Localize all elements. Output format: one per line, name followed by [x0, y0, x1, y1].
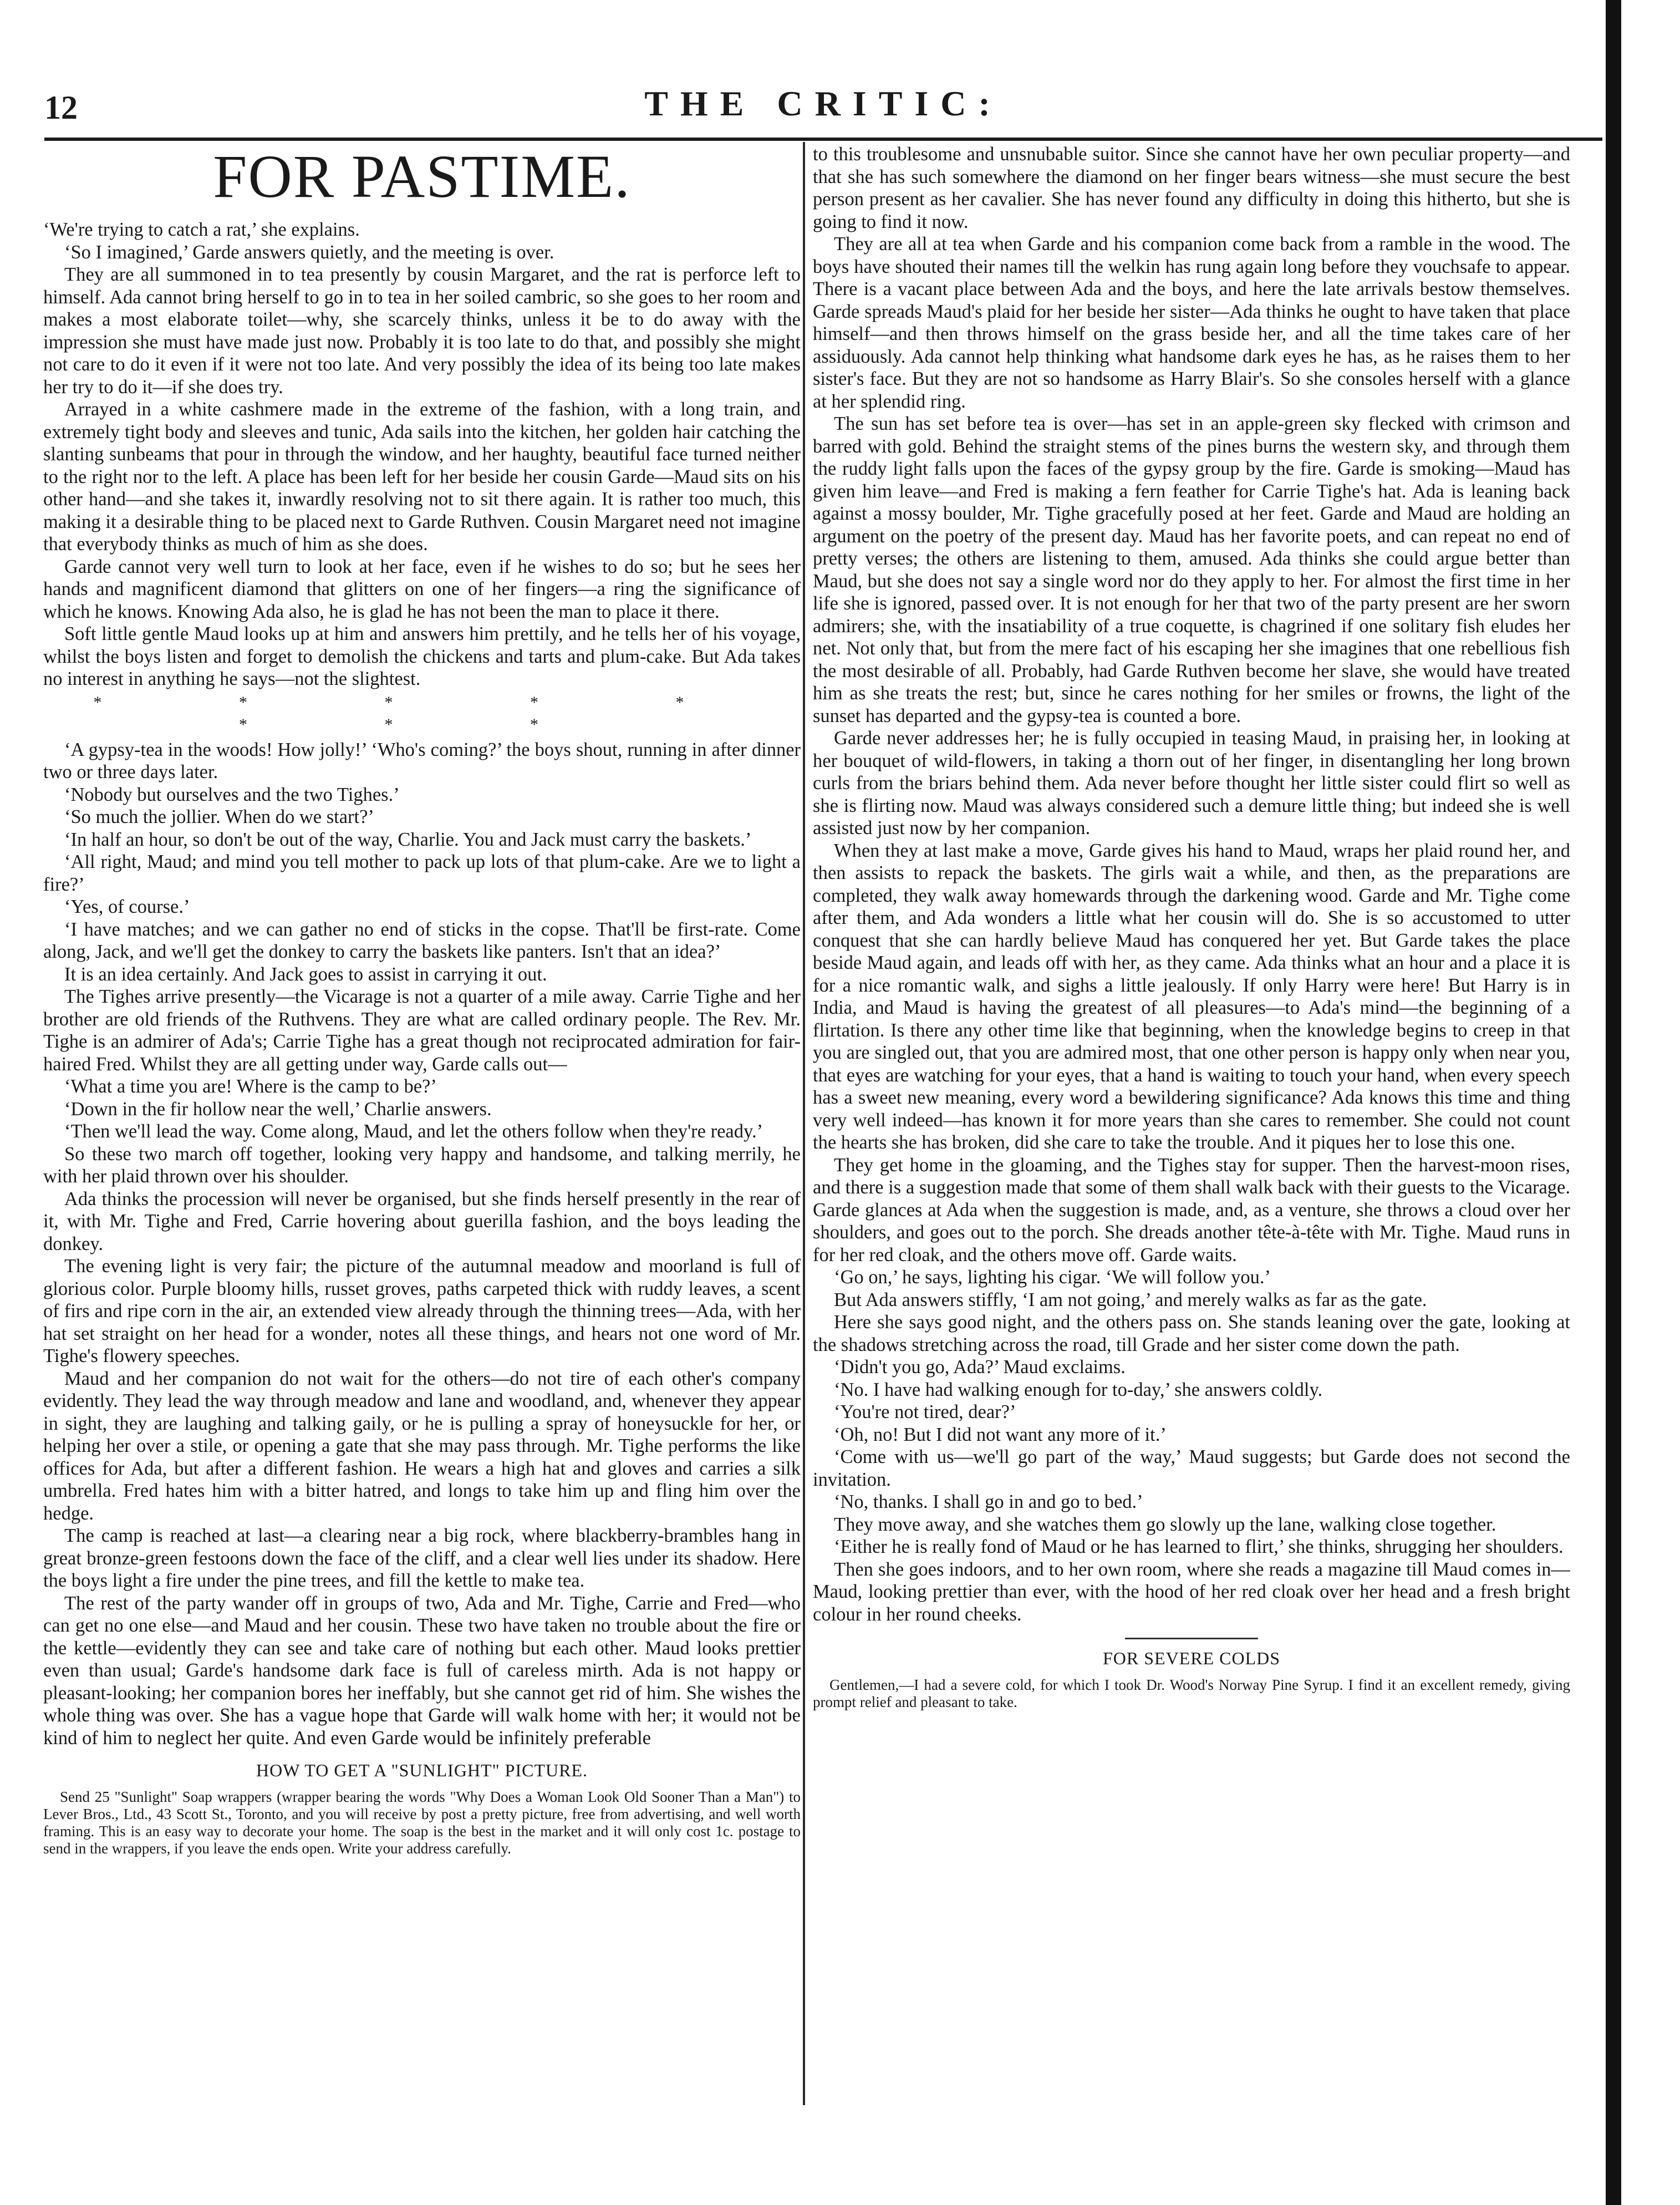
story-paragraph: But Ada answers stiffly, ‘I am not going,’ and merely walks as far as the gate. — [834, 1289, 1427, 1310]
column-rule — [803, 142, 805, 2105]
story-paragraph: Arrayed in a white cashmere made in the extreme of the fashion, with a long train, and extremely tight body and sleeves and tunic, Ada sails into the kitchen, her golden hair catching the slanting sunbeams that pour in through the window, and her haughty, beautiful face turned neither to the right nor to the left. A place has been left for her beside her cousin Garde—Maud sits on his other hand—and she takes it, inwardly resolving not to sit there again. It is rather too much, this making it a desirable thing to be placed next to Garde Ruthven. Cousin Margaret need not imagine that everybody thinks as much of him as she does. — [43, 399, 801, 555]
page-number: 12 — [44, 89, 78, 126]
story-paragraph: The Tighes arrive presently—the Vicarage is not a quarter of a mile away. Carrie Tighe and her brother are old friends of the Ruthvens. They are what are called ordinary people. The Rev. Mr. Tighe is an admirer of Ada's; Carrie Tighe has a great though not reciprocated admiration for fair-haired Fred. Whilst they are all getting under way, Garde calls out— — [43, 986, 801, 1075]
story-paragraph: Garde cannot very well turn to look at her face, even if he wishes to do so; but he sees her hands and magnificent diamond that glitters on one of her fingers—a ring the significance of which he knows. Knowing Ada also, he is glad he has not been the man to place it there. — [43, 556, 801, 622]
story-paragraph: ‘I have matches; and we can gather no end of sticks in the copse. That'll be first-rate. Come along, Jack, and we'll get the donkey to carry the baskets like panters. Isn't that an idea?’ — [43, 918, 801, 962]
story-paragraph: So these two march off together, looking very happy and handsome, and talking merrily, he with her plaid thrown over his shoulder. — [43, 1143, 801, 1187]
story-paragraph: Here she says good night, and the others pass on. She stands leaning over the gate, looking at the shadows stretching across the road, till Grade and her sister come down the path. — [813, 1312, 1570, 1355]
story-paragraph: ‘Down in the fir hollow near the well,’ Charlie answers. — [64, 1098, 492, 1120]
story-paragraph: They are all at tea when Garde and his companion come back from a ramble in the wood. The boys have shouted their names till the welkin has rung again long before they vouchsafe to appear. There is a vacant place between Ada and the boys, and here the late arrivals bestow themselves. Garde spreads Maud's plaid for her beside her sister—Ada thinks he ought to have taken that place himself—and then throws himself on the grass beside her, and all the time takes care of her assiduously. Ada cannot help thinking what handsome dark eyes he has, as he raises them to her sister's face. But they are not so handsome as Harry Blair's. So she consoles herself with a glance at her splendid ring. — [813, 233, 1570, 412]
story-paragraph: They move away, and she watches them go slowly up the lane, walking close together. — [834, 1513, 1496, 1535]
story-paragraph: ‘You're not tired, dear?’ — [834, 1401, 1016, 1422]
story-paragraph: ‘So much the jollier. When do we start?’ — [64, 806, 374, 827]
sunlight-ad-title: HOW TO GET A "SUNLIGHT" PICTURE. — [256, 1760, 588, 1780]
story-paragraph: The evening light is very fair; the picture of the autumnal meadow and moorland is full of glorious color. Purple bloomy hills, russet groves, paths carpeted thick with ruddy leaves, a scent of firs and ripe corn in the air, an extended view already through the thinning trees—Ada, with her hat set straight on her head for a wonder, notes all these things, and hears not one word of Mr. Tighe's flowery speeches. — [43, 1256, 801, 1366]
story-paragraph: to this troublesome and unsnubable suitor. Since she cannot have her own peculiar property—and that she has such somewhere the diamond on her finger bears witness—she must secure the best person present as her cavalier. She has never found any difficulty in doing this hitherto, but she is going to find it now. — [813, 144, 1570, 232]
story-paragraph: ‘No, thanks. I shall go in and go to bed.’ — [834, 1491, 1143, 1512]
story-paragraph: ‘What a time you are! Where is the camp to be?’ — [64, 1076, 437, 1097]
ad-divider — [1125, 1638, 1258, 1639]
story-paragraph: ‘In half an hour, so don't be out of the way, Charlie. You and Jack must carry the baskets.’ — [64, 829, 752, 850]
story-paragraph: ‘Nobody but ourselves and the two Tighes.’ — [64, 784, 400, 805]
scan-edge-bar — [1606, 0, 1621, 2205]
story-paragraph: Then she goes indoors, and to her own room, where she reads a magazine till Maud comes in—Maud, looking prettier than ever, with the hood of her red cloak over her head and a fresh bright colour in her round cheeks. — [813, 1558, 1570, 1625]
page-header — [44, 83, 1602, 133]
story-paragraph: ‘Didn't you go, Ada?’ Maud exclaims. — [834, 1356, 1126, 1378]
right-column — [813, 143, 1570, 2106]
story-paragraph: ‘We're trying to catch a rat,’ she explains. — [43, 219, 360, 240]
story-paragraph: ‘A gypsy-tea in the woods! How jolly!’ ‘Who's coming?’ the boys shout, running in after dinner two or three days later. — [43, 739, 801, 783]
story-paragraph: The sun has set before tea is over—has set in an apple-green sky flecked with crimson and barred with gold. Behind the straight stems of the pines burns the western sky, and through them the ruddy light falls upon the faces of the gypsy group by the fire. Garde is smoking—Maud has given him leave—and Fred is making a fern feather for Carrie Tighe's hat. Ada is leaning back against a mossy boulder, Mr. Tighe gracefully posed at her feet. Garde and Maud are holding an argument on the poetry of the present day. Maud has her favorite poets, and can repeat no end of pretty verses; the others are listening to them, amused. Ada thinks she could argue better than Maud, but she does not say a single word nor do they apply to her. For almost the first time in her life she is ignored, passed over. It is not enough for her that two of the party present are her sworn admirers; she, with the insatiability of a true coquette, is chagrined if one solitary fish eludes her net. Not only that, but from the mere fact of his escaping her she imagines that one rebellious fish the most desirable of all. Probably, had Garde Ruthven become her slave, she would have treated him as she treats the rest; but, since he cares nothing for her smiles or frowns, the light of the sunset has departed and the gypsy-tea is counted a bore. — [813, 413, 1570, 726]
story-paragraph: ‘Either he is really fond of Maud or he has learned to flirt,’ she thinks, shrugging her shoulders. — [834, 1536, 1564, 1557]
story-paragraph: ‘All right, Maud; and mind you tell mother to pack up lots of that plum-cake. Are we to light a fire?’ — [43, 851, 801, 895]
header-rule — [44, 138, 1602, 141]
story-paragraph: Garde never addresses her; he is fully occupied in teasing Maud, in praising her, in looking at her bouquet of wild-flowers, in taking a thorn out of her finger, in disentangling her long brown curls from the briars behind them. Ada never before thought her little sister could flirt so well as she is flirting now. Maud was always considered such a demure little thing; but indeed she is well assisted just now by her companion. — [813, 728, 1570, 839]
colds-ad-title: FOR SEVERE COLDS — [1102, 1648, 1281, 1668]
story-paragraph: The camp is reached at last—a clearing near a big rock, where blackberry-brambles hang in great bronze-green festoons down the face of the cliff, and a clear well lies under its shadow. Here the boys light a fire under the pine trees, and fill the kettle to make tea. — [43, 1525, 801, 1591]
story-paragraph: ‘So I imagined,’ Garde answers quietly, and the meeting is over. — [64, 241, 554, 263]
section-break: * * * * * * * * — [93, 693, 751, 734]
story-paragraph: ‘Oh, no! But I did not want any more of it.’ — [834, 1424, 1167, 1445]
story-paragraph: Maud and her companion do not wait for the others—do not tire of each other's company evidently. They lead the way through meadow and lane and woodland, and, whenever they appear in sight, they are laughing and talking gaily, or he is pulling a spray of honeysuckle for her, or helping her over a stile, or opening a gate that she may pass through. Mr. Tighe performs the like offices for Ada, but after a different fashion. He wears a high hat and gloves and carries a silk umbrella. Fred hates him with a bitter hatred, and longs to take him up and fling him over the hedge. — [43, 1368, 801, 1524]
colds-ad — [813, 1676, 1570, 1711]
story-title: FOR PASTIME. — [213, 143, 631, 210]
story-paragraph: They are all summoned in to tea presently by cousin Margaret, and the rat is perforce left to himself. Ada cannot bring herself to go in to tea in her soiled cambric, so she goes to her room and makes a most elaborate toilet—why, she scarcely thinks, unless it be to do away with the impression she must have made just now. Probably it is too late to do that, and possibly she might not care to do it even if it were not too late. And very possibly the idea of its being too late makes her try to do it—if she does try. — [43, 264, 801, 398]
sunlight-ad — [43, 1789, 801, 1857]
story-paragraph: They get home in the gloaming, and the Tighes stay for supper. Then the harvest-moon rises, and there is a suggestion made that some of them shall walk back with their guests to the Vicarage. Garde glances at Ada when the suggestion is made, and, as a venture, she throws a cloud over her shoulders, and goes out to the porch. She dreads another tête-à-tête with Mr. Tighe. Maud runs in for her red cloak, and the others move off. Garde waits. — [813, 1154, 1570, 1266]
sunlight-ad-body: Send 25 "Sunlight" Soap wrappers (wrapper bearing the words "Why Does a Woman Look Old Sooner Than a Man") to Lever Bros., Ltd., 43 Scott St., Toronto, and you will receive by post a pretty picture, free from advertising, and well worth framing. This is an easy way to decorate your home. The soap is the best in the market and it will only cost 1c. postage to send in the wrappers, if you leave the ends open. Write your address carefully. — [43, 1788, 801, 1857]
story-paragraph: ‘No. I have had walking enough for to-day,’ she answers coldly. — [834, 1379, 1323, 1400]
story-paragraph: The rest of the party wander off in groups of two, Ada and Mr. Tighe, Carrie and Fred—who can get no one else—and Maud and her cousin. These two have taken no trouble about the fire or the kettle—evidently they can see and take care of nothing but each other. Maud looks prettier even than usual; Garde's handsome dark face is full of careless mirth. Ada is not happy or pleasant-looking; her companion bores her ineffably, but she cannot get rid of him. She wishes the whole thing was over. She has a vague hope that Garde will walk home with her; it would not be kind of him to neglect her quite. And even Garde would be infinitely preferable — [43, 1592, 801, 1749]
masthead: THE CRITIC: — [644, 84, 1002, 123]
colds-ad-body: Gentlemen,—I had a severe cold, for which I took Dr. Wood's Norway Pine Syrup. I find it an excellent remedy, giving prompt relief and pleasant to take. — [813, 1676, 1570, 1710]
story-paragraph: Soft little gentle Maud looks up at him and answers him prettily, and he tells her of his voyage, whilst the boys listen and forget to demolish the chickens and tarts and plum-cake. But Ada takes no interest in anything he says—not the slightest. — [43, 623, 801, 689]
story-paragraph: When they at last make a move, Garde gives his hand to Maud, wraps her plaid round her, and then assists to repack the baskets. The girls wait a while, and then, as the preparations are completed, they walk away homewards through the darkening wood. Garde and Mr. Tighe come after them, and Ada wonders a little what her cousin will do. She is so accustomed to utter conquest that she can hardly believe Maud has conquered her yet. But Garde takes the place beside Maud again, and leads off with her, as they came. Ada thinks what an hour and a place it is for a nice romantic walk, and sighs a little jealously. If only Harry were here! But Harry is in India, and Maud is having the greatest of all pleasures—to Ada's mind—the beginning of a flirtation. Is there any other time like that beginning, when the knowledge begins to creep in that you are singled out, that you are admired most, that one other person is happy only when near you, that eyes are watching for your eyes, that a hand is waiting to touch your hand, when every speech has a sweet new meaning, every word a bewildering significance? Ada knows this time and thing very well indeed—has known it for more years than she cares to remember. She could not count the hearts she has broken, did she care to take the trouble. And it piques her to lose this one. — [813, 840, 1570, 1153]
story-paragraph: ‘Go on,’ he says, lighting his cigar. ‘We will follow you.’ — [834, 1267, 1271, 1288]
story-paragraph: It is an idea certainly. And Jack goes to assist in carrying it out. — [64, 963, 547, 985]
left-column — [43, 143, 801, 2106]
story-paragraph: ‘Then we'll lead the way. Come along, Maud, and let the others follow when they're ready.’ — [64, 1121, 763, 1142]
story-paragraph: ‘Come with us—we'll go part of the way,’ Maud suggests; but Garde does not second the invitation. — [813, 1446, 1570, 1490]
story-paragraph: ‘Yes, of course.’ — [64, 896, 190, 917]
story-paragraph: Ada thinks the procession will never be organised, but she finds herself presently in the rear of it, with Mr. Tighe and Fred, Carrie hovering about guerilla fashion, and the boys leading the donkey. — [43, 1188, 801, 1254]
